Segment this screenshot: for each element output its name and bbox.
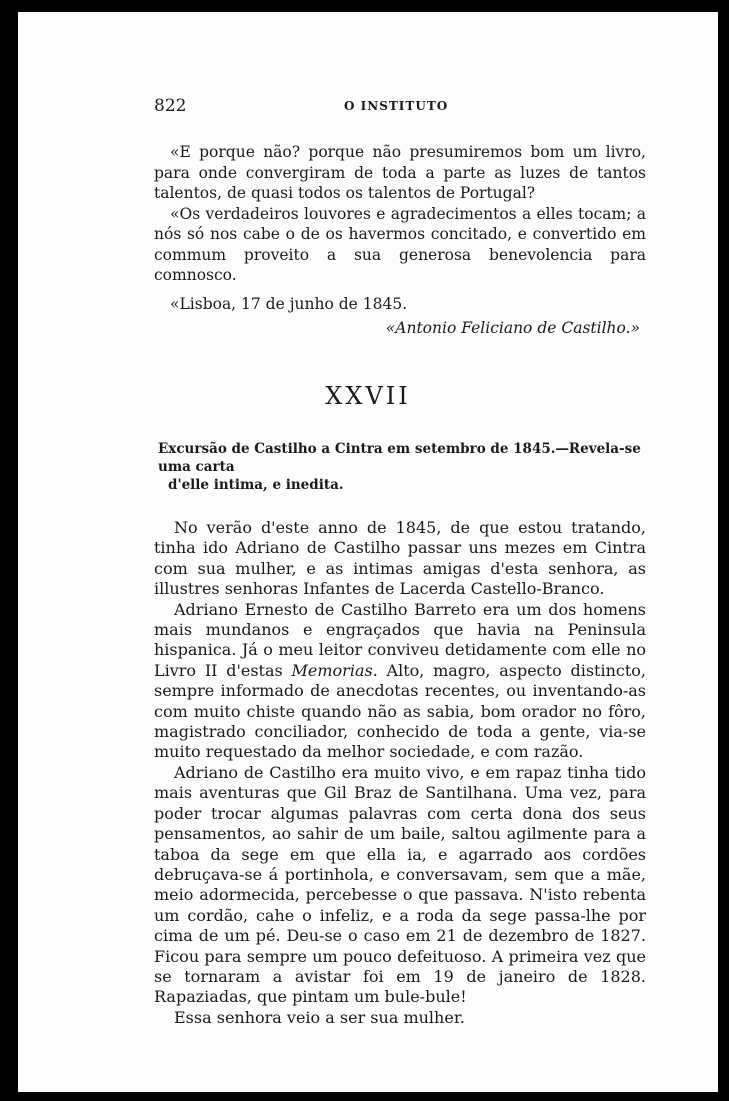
- letter-paragraph: «Os verdadeiros louvores e agradecimentos a elles tocam; a nós só nos cabe o de os havermos concitado, e convertido em commum proveito a sua generosa benevolencia para comnosco.: [154, 204, 646, 284]
- body-text: Adriano Ernesto de Castilho Barreto era um dos homens mais mundanos e engraçados que havia na Peninsula hispanica. Já o meu leitor conviveu detidamente com elle no Livro II d'estas: [154, 599, 646, 680]
- body-paragraph: Essa senhora veio a ser sua mulher.: [174, 1007, 465, 1027]
- letter-dateline: «Lisboa, 17 de junho de 1845.: [170, 294, 408, 313]
- page-number: 822: [154, 96, 187, 116]
- body-paragraph: Adriano de Castilho era muito vivo, e em rapaz tinha tido mais aventuras que Gil Braz de Santilhana. Uma vez, para poder trocar algumas palavras com certa dona dos seus pensamentos, ao sahir de um baile, saltou agilmente para a taboa da sege em que ella ia, e agarrado aos cordões debruçava-se á portinhola, e conversavam, sem que a mãe, meio adormecida, percebesse o que passava. N'isto rebenta um cordão, cahe o infeliz, e a roda da sege passa-lhe por cima de um pé. Deu-se o caso em 21 de dezembro de 1827. Ficou para sempre um pouco defeituoso. A primeira vez que se tornaram a avistar foi em 19 de janeiro de 1828. Rapaziadas, que pintam um bule-bule!: [154, 762, 646, 1007]
- chapter-summary-line: Excursão de Castilho a Cintra em setembro de 1845.—Revela-se uma carta: [158, 441, 641, 475]
- book-title: Memorias: [291, 660, 373, 680]
- book-page: [18, 12, 718, 1092]
- letter-signature: «Antonio Feliciano de Castilho.»: [385, 319, 640, 337]
- body-paragraph: No verão d'este anno de 1845, de que estou tratando, tinha ido Adriano de Castilho passar uns mezes em Cintra com sua mulher, e as intimas amigas d'esta senhora, as illustres senhoras Infantes de Lacerda Castello-Branco.: [154, 518, 646, 599]
- running-head: O INSTITUTO: [344, 99, 449, 113]
- chapter-number: XXVII: [325, 382, 411, 410]
- chapter-body: [154, 518, 646, 1028]
- page-header: [154, 96, 646, 120]
- body-paragraph: [154, 600, 646, 763]
- chapter-summary-line: d'elle intima, e inedita.: [168, 477, 344, 493]
- letter-ending: [154, 142, 646, 354]
- chapter-summary: [158, 440, 648, 494]
- letter-paragraph: «E porque não? porque não presumiremos bom um livro, para onde convergiram de toda a parte as luzes de tantos talentos, de quasi todos os talentos de Portugal?: [154, 143, 646, 202]
- body-text: . Alto, magro, aspecto distincto, sempre informado de anecdotas recentes, ou inventando-as com muito chiste quando não as sabia, bom orador no fôro, magistrado conciliador, conhecido de toda a gente, via-se muito requestado da melhor sociedade, e com razão.: [154, 660, 646, 762]
